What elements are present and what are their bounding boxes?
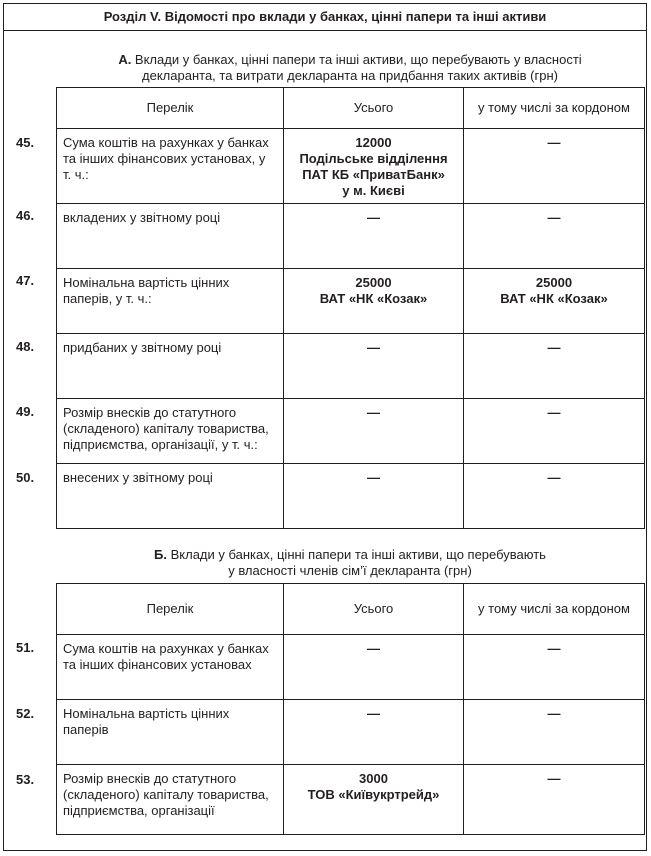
total-value-line: 12000: [355, 135, 392, 150]
cell-total: [284, 635, 464, 700]
cell-abroad: [464, 204, 645, 269]
total-value-line: —: [367, 210, 380, 225]
table-header-row: [57, 584, 645, 635]
part-b-title: [60, 547, 640, 579]
table-row: [57, 399, 645, 464]
abroad-value-line: —: [547, 641, 561, 656]
row-label: Сума коштів на рахунках у банках та інших фінансових установах, у т. ч.:: [57, 129, 284, 204]
part-b-title-line1: Вклади у банках, цінні папери та інші активи, що перебувають: [167, 547, 546, 562]
row-label: Сума коштів на рахунках у банках та інших фінансових установах: [57, 635, 284, 700]
abroad-value-line: —: [547, 135, 561, 150]
row-number: 49.: [16, 404, 35, 419]
table-row: [57, 464, 645, 529]
abroad-value-line: —: [547, 340, 561, 355]
total-value-line: 3000: [359, 771, 388, 786]
row-number: 47.: [16, 273, 35, 288]
row-label: внесених у звітному році: [57, 464, 284, 529]
cell-total: [284, 464, 464, 529]
cell-total: [284, 765, 464, 835]
cell-abroad: [464, 129, 645, 204]
cell-total: [284, 700, 464, 765]
header-abroad: у тому числі за кордоном: [464, 88, 645, 129]
total-value-line: Подільське відділення: [299, 151, 448, 166]
part-a-title-line2: декларанта, та витрати декларанта на придбання таких активів (грн): [142, 68, 558, 83]
header-abroad: у тому числі за кордоном: [464, 584, 645, 635]
total-value-line: —: [367, 706, 380, 721]
part-b-letter: Б.: [154, 547, 167, 562]
cell-total: [284, 204, 464, 269]
row-label: Номінальна вартість цінних паперів: [57, 700, 284, 765]
total-value-line: —: [367, 470, 380, 485]
cell-abroad: [464, 464, 645, 529]
row-number: 46.: [16, 208, 35, 223]
abroad-value-line: 25000: [535, 275, 573, 290]
cell-total: [284, 334, 464, 399]
cell-total: [284, 399, 464, 464]
total-value-line: —: [367, 641, 380, 656]
abroad-value-line: —: [547, 405, 561, 420]
row-number: 51.: [16, 640, 35, 655]
header-total: Усього: [284, 88, 464, 129]
abroad-value-line: —: [547, 210, 561, 225]
header-total: Усього: [284, 584, 464, 635]
row-number: 53.: [16, 772, 35, 787]
total-value-line: —: [367, 340, 380, 355]
part-b-title-line2: у власності членів сім’ї декларанта (грн): [228, 563, 472, 578]
header-name: Перелік: [57, 88, 284, 129]
section-title: Розділ V. Відомості про вклади у банках, цінні папери та інші активи: [3, 3, 647, 31]
cell-abroad: [464, 765, 645, 835]
part-a-title: [60, 52, 640, 84]
row-number: 50.: [16, 470, 35, 485]
total-value-line: —: [367, 405, 380, 420]
row-label: Номінальна вартість цінних паперів, у т. ч.:: [57, 269, 284, 334]
total-value-line: ВАТ «НК «Козак»: [319, 291, 428, 306]
row-label: вкладених у звітному році: [57, 204, 284, 269]
header-name: Перелік: [57, 584, 284, 635]
cell-abroad: [464, 269, 645, 334]
abroad-value-line: —: [547, 771, 561, 786]
table-row: [57, 765, 645, 835]
row-label: Розмір внесків до статутного (складеного) капіталу товариства, підприємства, організації, у т. ч.:: [57, 399, 284, 464]
total-value-line: ТОВ «Київукртрейд»: [307, 787, 440, 802]
part-a-title-line1: Вклади у банках, цінні папери та інші активи, що перебувають у власності: [131, 52, 582, 67]
table-row: [57, 700, 645, 765]
row-number: 45.: [16, 135, 35, 150]
cell-abroad: [464, 399, 645, 464]
abroad-value-line: —: [547, 706, 561, 721]
row-label: Розмір внесків до статутного (складеного) капіталу товариства, підприємства, організації: [57, 765, 284, 835]
cell-abroad: [464, 334, 645, 399]
table-row: [57, 334, 645, 399]
table-row: [57, 269, 645, 334]
total-value-line: у м. Києві: [342, 183, 405, 198]
abroad-value-line: —: [547, 470, 561, 485]
cell-abroad: [464, 635, 645, 700]
part-a-table: [56, 87, 645, 529]
total-value-line: 25000: [355, 275, 392, 290]
row-number: 48.: [16, 339, 35, 354]
part-b-table: [56, 583, 645, 835]
table-row: [57, 129, 645, 204]
table-row: [57, 204, 645, 269]
part-a-letter: А.: [118, 52, 132, 67]
table-row: [57, 635, 645, 700]
row-number: 52.: [16, 706, 35, 721]
cell-total: [284, 269, 464, 334]
row-label: придбаних у звітному році: [57, 334, 284, 399]
abroad-value-line: ВАТ «НК «Козак»: [500, 291, 608, 306]
total-value-line: ПАТ КБ «ПриватБанк»: [302, 167, 445, 182]
table-header-row: [57, 88, 645, 129]
cell-abroad: [464, 700, 645, 765]
cell-total: [284, 129, 464, 204]
